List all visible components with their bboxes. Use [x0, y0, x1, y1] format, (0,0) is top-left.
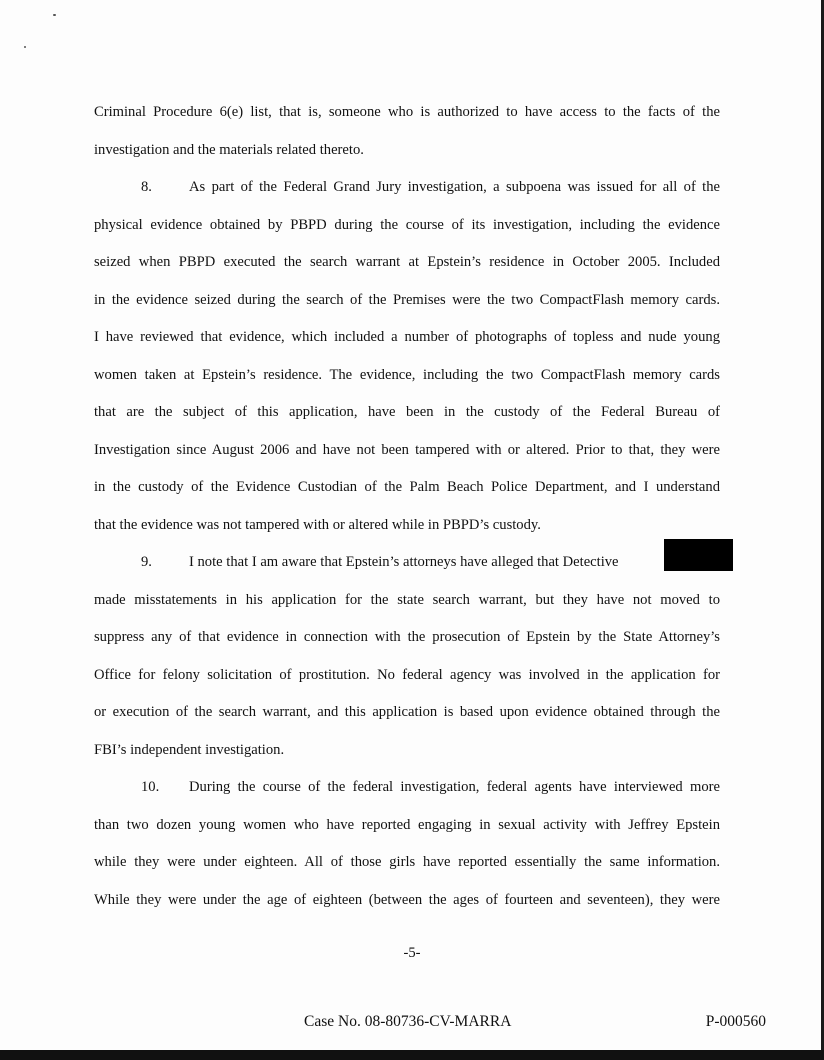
text-line: or execution of the search warrant, and this application is based upon evidence obtained through the: [94, 704, 720, 720]
scan-edge-bottom: [0, 1050, 824, 1060]
paragraph-number: 10.: [141, 779, 160, 795]
text-line: than two dozen young women who have reported engaging in sexual activity with Jeffrey Epstein: [94, 816, 720, 833]
text-line: seized when PBPD executed the search warrant at Epstein’s residence in October 2005. Included: [94, 254, 720, 270]
text-segment: During the course of the federal investigation, federal agents have interviewed more: [189, 779, 720, 795]
scan-speck: [24, 46, 26, 48]
text-line: I have reviewed that evidence, which included a number of photographs of topless and nude young: [94, 329, 720, 345]
text-line: Criminal Procedure 6(e) list, that is, someone who is authorized to have access to the facts of the: [94, 104, 720, 120]
text-line: that the evidence was not tampered with or altered while in PBPD’s custody.: [94, 516, 541, 533]
text-line: that are the subject of this application, have been in the custody of the Federal Bureau of: [94, 404, 720, 420]
text-line: women taken at Epstein’s residence. The evidence, including the two CompactFlash memory cards: [94, 366, 720, 383]
document-body: [94, 94, 720, 919]
text-line: suppress any of that evidence in connection with the prosecution of Epstein by the State Attorney’s: [94, 629, 720, 645]
text-line: Office for felony solicitation of prostitution. No federal agency was involved in the application for: [94, 666, 720, 683]
redaction-box: [664, 539, 733, 571]
text-line: in the evidence seized during the search of the Premises were the two CompactFlash memory cards.: [94, 291, 720, 308]
text-line: physical evidence obtained by PBPD during the course of its investigation, including the evidence: [94, 216, 720, 233]
paragraph-9-first-line: [94, 544, 720, 582]
text-line: FBI’s independent investigation.: [94, 741, 285, 758]
text-line: While they were under the age of eighteen (between the ages of fourteen and seventeen), they were: [94, 891, 720, 908]
paragraph-number: 8.: [141, 179, 152, 195]
paragraph-8-first-line: [94, 169, 720, 207]
text-line: while they were under eighteen. All of those girls have reported essentially the same information.: [94, 854, 720, 870]
footer-case-number: Case No. 08-80736-CV-MARRA: [304, 1013, 512, 1030]
text-segment: As part of the Federal Grand Jury investigation, a subpoena was issued for all of the: [189, 179, 720, 195]
text-segment: I note that I am aware that Epstein’s attorneys have alleged that Detective: [189, 554, 619, 570]
scan-speck: [53, 14, 56, 16]
text-line: Investigation since August 2006 and have not been tampered with or altered. Prior to that, they were: [94, 441, 720, 458]
text-line: in the custody of the Evidence Custodian of the Palm Beach Police Department, and I understand: [94, 479, 720, 495]
footer-bates-number: P-000560: [705, 1013, 766, 1030]
paragraph-10-first-line: [94, 769, 720, 807]
paragraph-number: 9.: [141, 554, 152, 570]
text-line: investigation and the materials related thereto.: [94, 141, 364, 158]
text-line: made misstatements in his application for the state search warrant, but they have not moved to: [94, 591, 720, 608]
page-number: -5-: [403, 945, 421, 961]
